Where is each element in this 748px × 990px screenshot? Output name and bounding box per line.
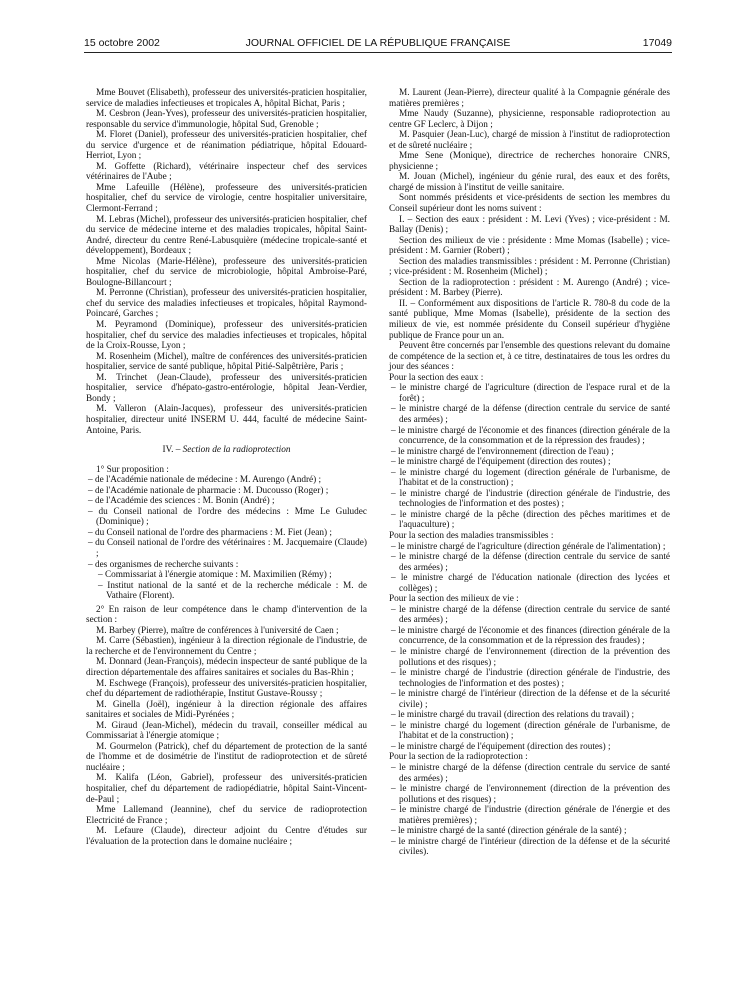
section-heading: [86, 445, 367, 456]
list-item: – de l'Académie des sciences : M. Bonin (André) ;: [88, 496, 275, 507]
list-item: – le ministre chargé de l'équipement (direction des routes) ;: [391, 457, 611, 468]
list-item: – le ministre chargé de l'environnement (direction de l'eau) ;: [391, 446, 614, 457]
paragraph: M. Ginella (Joël), ingénieur à la direction régionale des affaires sanitaires et sociales de Midi-Pyrénées ;: [86, 699, 367, 721]
paragraph: M. Laurent (Jean-Pierre), directeur qualité à la Compagnie générale des matières premières ;: [389, 88, 670, 109]
list-item: – le ministre chargé de la défense (direction centrale du service de santé des armées) ;: [391, 763, 670, 784]
list-item: – du Conseil national de l'ordre des pharmaciens : M. Fiet (Jean) ;: [88, 527, 332, 538]
paragraph: Sont nommés présidents et vice-présidents de section les membres du Conseil supérieur dont les noms suivent :: [389, 193, 670, 215]
list-item: – le ministre chargé de l'intérieur (direction de la défense et de la sécurité civiles).: [391, 836, 670, 858]
list-item: – le ministre chargé de l'industrie (direction générale de l'industrie, des technologies de l'information et des postes) ;: [391, 668, 670, 689]
paragraph: Section des milieux de vie : présidente : Mme Momas (Isabelle) ; vice-président : M. Garnier (Robert) ;: [389, 235, 670, 257]
paragraph: M. Carre (Sébastien), ingénieur à la direction régionale de l'industrie, de la recherche et de l'environnement du Centre ;: [86, 636, 367, 657]
paragraph: I. – Section des eaux : président : M. Levi (Yves) ; vice-président : M. Ballay (Denis) ;: [389, 214, 670, 236]
list-item: – le ministre chargé du logement (direction générale de l'urbanisme, de l'habitat et de la construction) ;: [391, 467, 670, 489]
paragraph: 2° En raison de leur compétence dans le champ d'intervention de la section :: [86, 604, 367, 626]
list-item: – le ministre chargé de la défense (direction centrale du service de santé des armées) ;: [391, 552, 670, 573]
list-item: – des organismes de recherche suivants :: [88, 559, 239, 570]
list-item: – le ministre chargé de l'industrie (direction générale de l'industrie, des technologies de l'information et des postes) ;: [391, 488, 670, 510]
subsection-heading: Pour la section des milieux de vie :: [389, 594, 519, 605]
paragraph: II. – Conformément aux dispositions de l'article R. 780-8 du code de la santé publique, Mme Momas (Isabelle), présidente de la section des milieux de vie, est nommée présidente du Conseil supérieur d'hygiène publique de France pour un an.: [389, 298, 670, 341]
list-item: – le ministre chargé de l'agriculture (direction générale de l'alimentation) ;: [391, 541, 666, 552]
page-number: 17049: [642, 37, 672, 49]
page-header: [84, 37, 672, 51]
list-item: – Institut national de la santé et de la recherche médicale : M. de Vathaire (Florent).: [98, 580, 367, 602]
paragraph: Mme Nicolas (Marie-Hélène), professeure des universités-praticien hospitalier, chef du service de microbiologie, hôpital Ambroise-Paré, Boulogne-Billancourt ;: [86, 256, 367, 288]
paragraph: Mme Naudy (Suzanne), physicienne, responsable radioprotection au centre GF Leclerc, à Dijon ;: [389, 109, 670, 130]
paragraph: M. Cesbron (Jean-Yves), professeur des universités-praticien hospitalier, responsable du service d'immunologie, hôpital Sud, Grenoble ;: [86, 109, 367, 130]
paragraph: Mme Sene (Monique), directrice de recherches honoraire CNRS, physicienne ;: [389, 151, 670, 172]
list-item: – le ministre chargé de l'industrie (direction générale de l'énergie et des matières premières) ;: [391, 805, 670, 826]
list-item: – du Conseil national de l'ordre des vétérinaires : M. Jacquemaire (Claude) ;: [88, 538, 367, 559]
list-item: – le ministre chargé de la pêche (direction des pêches maritimes et de l'aquaculture) ;: [391, 509, 670, 531]
paragraph: M. Lefaure (Claude), directeur adjoint du Centre d'études sur l'évaluation de la protection dans le domaine nucléaire ;: [86, 826, 367, 847]
paragraph: M. Pasquier (Jean-Luc), chargé de mission à l'institut de radioprotection et de sûreté nucléaire ;: [389, 130, 670, 151]
paragraph: Mme Bouvet (Elisabeth), professeur des universités-praticien hospitalier, service de maladies infectieuses et tropicales A, hôpital Bichat, Paris ;: [86, 88, 367, 109]
list-item: – le ministre chargé de l'intérieur (direction de la défense et de la sécurité civile) ;: [391, 689, 670, 710]
paragraph: Peuvent être concernés par l'ensemble des questions relevant du domaine de compétence de la section et, à ce titre, destinataires de tous les ordres du jour des séances :: [389, 341, 670, 373]
paragraph: Section de la radioprotection : président : M. Aurengo (André) ; vice-président : M. Barbey (Pierre).: [389, 277, 670, 299]
subsection-heading: Pour la section des maladies transmissibles :: [389, 530, 554, 541]
left-column: [86, 88, 367, 847]
paragraph: 1° Sur proposition :: [96, 464, 169, 475]
list-item: – de l'Académie nationale de pharmacie : M. Ducousso (Roger) ;: [88, 485, 329, 496]
paragraph: M. Floret (Daniel), professeur des universités-praticien hospitalier, chef du service d'urgence et de réanimation pédiatrique, hôpital Edouard-Herriot, Lyon ;: [86, 130, 367, 162]
list-item: – le ministre chargé de la défense (direction centrale du service de santé des armées) ;: [391, 604, 670, 626]
paragraph: M. Jouan (Michel), ingénieur du génie rural, des eaux et des forêts, chargé de mission à l'institut de veille sanitaire.: [389, 172, 670, 193]
header-rule: [84, 52, 672, 53]
list-item: – le ministre chargé de l'environnement (direction de la prévention des pollutions et des risques) ;: [391, 784, 670, 805]
list-item: – le ministre chargé de l'économie et des finances (direction générale de la concurrence, de la consommation et de la répression des fraudes) ;: [391, 425, 670, 447]
paragraph: M. Donnard (Jean-François), médecin inspecteur de santé publique de la direction départementale des affaires sanitaires et sociales du Bas-Rhin ;: [86, 657, 367, 678]
list-item: – le ministre chargé du logement (direction générale de l'urbanisme, de l'habitat et de la construction) ;: [391, 720, 670, 742]
paragraph: M. Valleron (Alain-Jacques), professeur des universités-praticien hospitalier, directeur unité INSERM U. 444, faculté de médecine Saint-Antoine, Paris.: [86, 404, 367, 436]
list-item: – le ministre chargé de l'environnement (direction de la prévention des pollutions et des risques) ;: [391, 646, 670, 668]
journal-title: JOURNAL OFFICIEL DE LA RÉPUBLIQUE FRANÇAISE: [245, 37, 511, 49]
issue-date: 15 octobre 2002: [84, 37, 160, 49]
right-column: [389, 88, 670, 858]
paragraph: M. Lebras (Michel), professeur des universités-praticien hospitalier, chef du service de médecine interne et des maladies tropicales, hôpital Saint-André, directeur du centre René-Labusquière (médecine tropicale-santé et développement), Bordeaux ;: [86, 214, 367, 257]
subsection-heading: Pour la section des eaux :: [389, 372, 484, 383]
list-item: – le ministre chargé de l'éducation nationale (direction des lycées et collèges) ;: [391, 573, 670, 594]
paragraph: M. Giraud (Jean-Michel), médecin du travail, conseiller médical au Commissariat à l'énergie atomique ;: [86, 720, 367, 742]
list-item: – le ministre chargé du travail (direction des relations du travail) ;: [391, 710, 635, 721]
paragraph: Section des maladies transmissibles : président : M. Perronne (Christian) ; vice-président : M. Rosenheim (Michel) ;: [389, 256, 670, 278]
paragraph: M. Eschwege (François), professeur des universités-praticien hospitalier, chef du département de radiothérapie, Institut Gustave-Roussy ;: [86, 678, 367, 700]
paragraph: M. Goffette (Richard), vétérinaire inspecteur chef des services vétérinaires de l'Aube ;: [86, 161, 367, 183]
list-item: – le ministre chargé de l'équipement (direction des routes) ;: [391, 741, 611, 752]
list-item: – le ministre chargé de la santé (direction générale de la santé) ;: [391, 826, 627, 837]
subsection-heading: Pour la section de la radioprotection :: [389, 752, 528, 763]
paragraph: M. Gourmelon (Patrick), chef du département de protection de la santé de l'homme et de dosimétrie de l'institut de radioprotection et de sûreté nucléaire ;: [86, 741, 367, 773]
section-title: Section de la radioprotection: [182, 445, 291, 456]
paragraph: M. Rosenheim (Michel), maître de conférences des universités-praticien hospitalier, service de santé publique, hôpital Pitié-Salpêtrière, Paris ;: [86, 351, 367, 373]
paragraph: M. Peyramond (Dominique), professeur des universités-praticien hospitalier, chef du service des maladies infectieuses et tropicales, hôpital de la Croix-Rousse, Lyon ;: [86, 320, 367, 352]
paragraph: M. Perronne (Christian), professeur des universités-praticien hospitalier, chef du service des maladies infectieuses et tropicales, hôpital Raymond-Poincaré, Garches ;: [86, 288, 367, 320]
paragraph: M. Trinchet (Jean-Claude), professeur des universités-praticien hospitalier, service d'hépato-gastro-entérologie, hôpital Jean-Verdier, Bondy ;: [86, 372, 367, 404]
list-item: – le ministre chargé de l'économie et des finances (direction générale de la concurrence, de la consommation et de la répression des fraudes) ;: [391, 625, 670, 647]
list-item: – Commissariat à l'énergie atomique : M. Maximilien (Rémy) ;: [98, 570, 332, 581]
paragraph: Mme Lafeuille (Hélène), professeure des universités-praticien hospitalier, chef du service de virologie, centre hospitalier universitaire, Clermont-Ferrand ;: [86, 182, 367, 215]
list-item: – le ministre chargé de l'agriculture (direction de l'espace rural et de la forêt) ;: [391, 383, 670, 404]
paragraph: Mme Lallemand (Jeannine), chef du service de radioprotection Electricité de France ;: [86, 805, 367, 826]
list-item: – le ministre chargé de la défense (direction centrale du service de santé des armées) ;: [391, 404, 670, 425]
paragraph: M. Barbey (Pierre), maître de conférences à l'université de Caen ;: [96, 625, 339, 636]
list-item: – de l'Académie nationale de médecine : M. Aurengo (André) ;: [88, 475, 322, 486]
list-item: – du Conseil national de l'ordre des médecins : Mme Le Guludec (Dominique) ;: [88, 506, 367, 528]
paragraph: M. Kalifa (Léon, Gabriel), professeur des universités-praticien hospitalier, chef du département de radiopédiatrie, hôpital Saint-Vincent-de-Paul ;: [86, 773, 367, 805]
section-number: IV. –: [162, 445, 183, 456]
